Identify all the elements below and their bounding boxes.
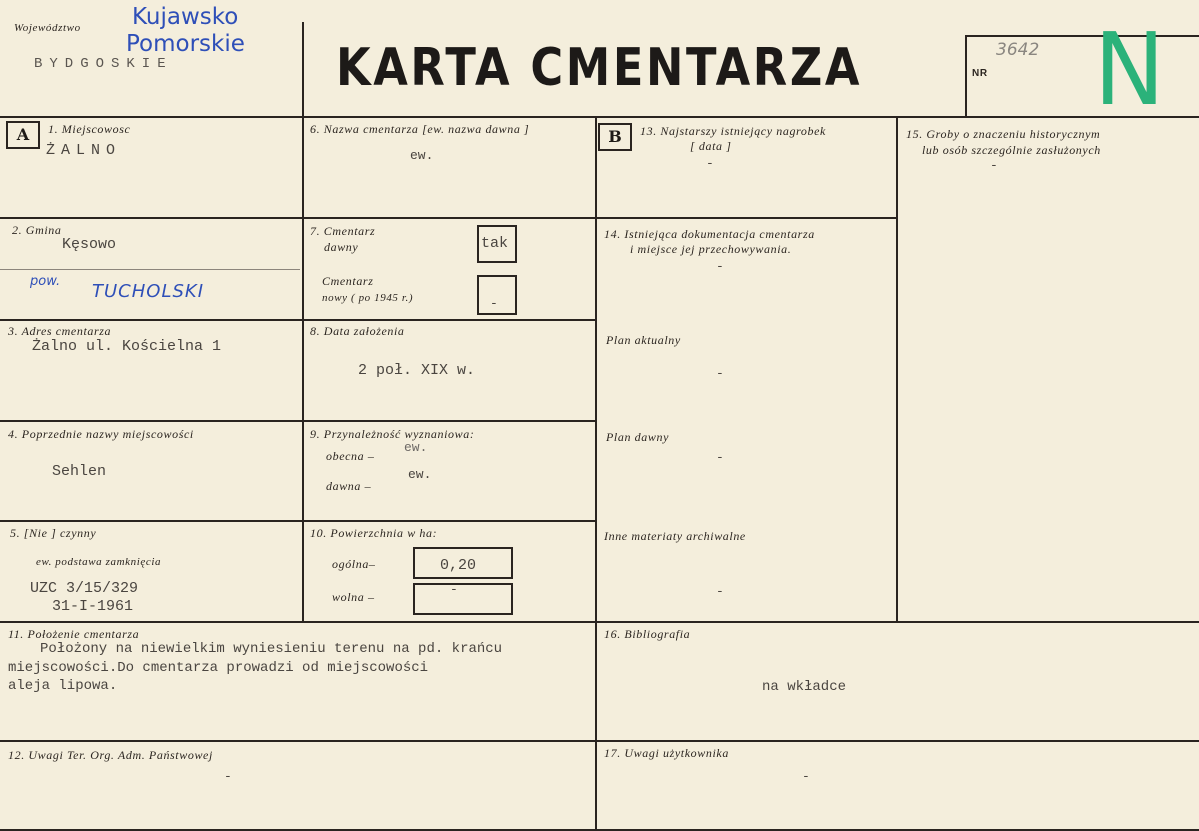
f7-label3: Cmentarz — [322, 274, 374, 288]
f9-former-label: dawna – — [326, 479, 372, 493]
f11-label: 11. Położenie cmentarza — [8, 627, 140, 641]
f1-label: 1. Miejscowosc — [48, 122, 131, 136]
f4-label: 4. Poprzednie nazwy miejscowości — [8, 427, 194, 441]
f17-value: - — [802, 769, 810, 784]
f3-label: 3. Adres cmentarza — [8, 324, 112, 338]
f15-label2: lub osób szczególnie zasłużonych — [922, 143, 1101, 157]
nr-value: 3642 — [996, 40, 1040, 60]
wojewodztwo-value: BYDGOSKIE — [34, 56, 173, 72]
f5-value1: UZC 3/15/329 — [30, 580, 139, 597]
f16-value: na wkładce — [762, 679, 847, 695]
f8-label: 8. Data założenia — [310, 324, 405, 338]
row-rule-6 — [0, 740, 1199, 742]
f10-label: 10. Powierzchnia w ha: — [310, 526, 438, 540]
f2-value: Kęsowo — [62, 236, 117, 253]
row-rule-5 — [0, 621, 1199, 623]
f8-value: 2 poł. XIX w. — [358, 362, 476, 379]
f15-value: - — [990, 158, 998, 173]
f4-value: Sehlen — [52, 463, 107, 480]
col-divider-3 — [896, 117, 898, 622]
f6-label: 6. Nazwa cmentarza [ew. nazwa dawna ] — [310, 122, 530, 136]
nr-box-left — [965, 36, 967, 116]
f10-free-value: - — [450, 582, 458, 597]
f9-former-value: ew. — [408, 467, 432, 482]
other-materials-label: Inne materiaty archiwalne — [604, 529, 746, 543]
plan-old-label: Plan dawny — [606, 430, 669, 444]
f5-label: 5. [Nie ] czynny — [10, 526, 97, 540]
f9-current-label: obecna – — [326, 449, 375, 463]
gmina-separator — [0, 269, 300, 270]
row-rule-1 — [0, 217, 896, 219]
f14-label1: 14. Istniejąca dokumentacja cmentarza — [604, 227, 815, 241]
f7-label4: nowy ( po 1945 r.) — [322, 292, 414, 304]
f17-label: 17. Uwagi użytkownika — [604, 746, 729, 760]
section-b-marker: B — [598, 123, 632, 151]
f2-pow-value: TUCHOLSKI — [92, 281, 205, 302]
f15-label1: 15. Groby o znaczeniu historycznym — [906, 127, 1101, 141]
f13-label2: [ data ] — [690, 139, 732, 153]
f10-total-value: 0,20 — [440, 557, 477, 574]
f7-box1-value: tak — [481, 235, 509, 252]
section-a-marker: A — [6, 121, 40, 149]
col-divider-2 — [595, 117, 597, 831]
f6-value: ew. — [410, 148, 434, 163]
f1-value: ŻALNO — [46, 142, 122, 159]
f3-value: Żalno ul. Kościelna 1 — [32, 338, 222, 355]
f16-label: 16. Bibliografia — [604, 627, 691, 641]
plan-old-value: - — [716, 450, 724, 465]
f10-total-label: ogólna– — [332, 557, 376, 571]
f2-pow-label: pow. — [30, 274, 61, 289]
f14-label2: i miejsce jej przechowywania. — [630, 242, 792, 256]
other-materials-value: - — [716, 584, 724, 599]
f9-label: 9. Przynależność wyznaniowa: — [310, 427, 475, 441]
row-rule-4 — [0, 520, 596, 522]
handwritten-region-line1: Kujawsko — [132, 4, 239, 30]
f12-value: - — [224, 769, 232, 784]
handwritten-region-line2: Pomorskie — [126, 31, 245, 57]
f11-line2: miejscowości.Do cmentarza prowadzi od miejscowości — [8, 660, 429, 676]
header-divider — [302, 22, 304, 117]
f5-value2: 31-I-1961 — [52, 598, 134, 615]
f12-label: 12. Uwagi Ter. Org. Adm. Państwowej — [8, 748, 213, 762]
header-bottom-rule — [0, 116, 1199, 118]
plan-current-value: - — [716, 366, 724, 381]
f14-value: - — [716, 259, 724, 274]
stamp-letter: N — [1093, 11, 1165, 128]
row-rule-3 — [0, 420, 596, 422]
wojewodztwo-label: Województwo — [14, 22, 81, 34]
f7-label1: 7. Cmentarz — [310, 224, 376, 238]
f13-value: - — [706, 156, 714, 171]
f10-free-box — [413, 583, 513, 615]
f7-label2: dawny — [324, 240, 359, 254]
nr-label: NR — [972, 68, 988, 79]
f10-free-label: wolna – — [332, 590, 375, 604]
f13-label1: 13. Najstarszy istniejący nagrobek — [640, 124, 826, 138]
f11-line1: Położony na niewielkim wyniesieniu terenu na pd. krańcu — [40, 641, 503, 657]
f9-current-value: ew. — [404, 440, 428, 455]
plan-current-label: Plan aktualny — [606, 333, 681, 347]
f11-line3: aleja lipowa. — [8, 678, 118, 694]
f5-sub: ew. podstawa zamknięcia — [36, 556, 162, 568]
card-title: KARTA CMENTARZA — [336, 38, 863, 98]
f7-box2-value: - — [490, 296, 498, 311]
col-divider-1 — [302, 117, 304, 622]
f2-label: 2. Gmina — [12, 223, 62, 237]
row-rule-2 — [0, 319, 596, 321]
